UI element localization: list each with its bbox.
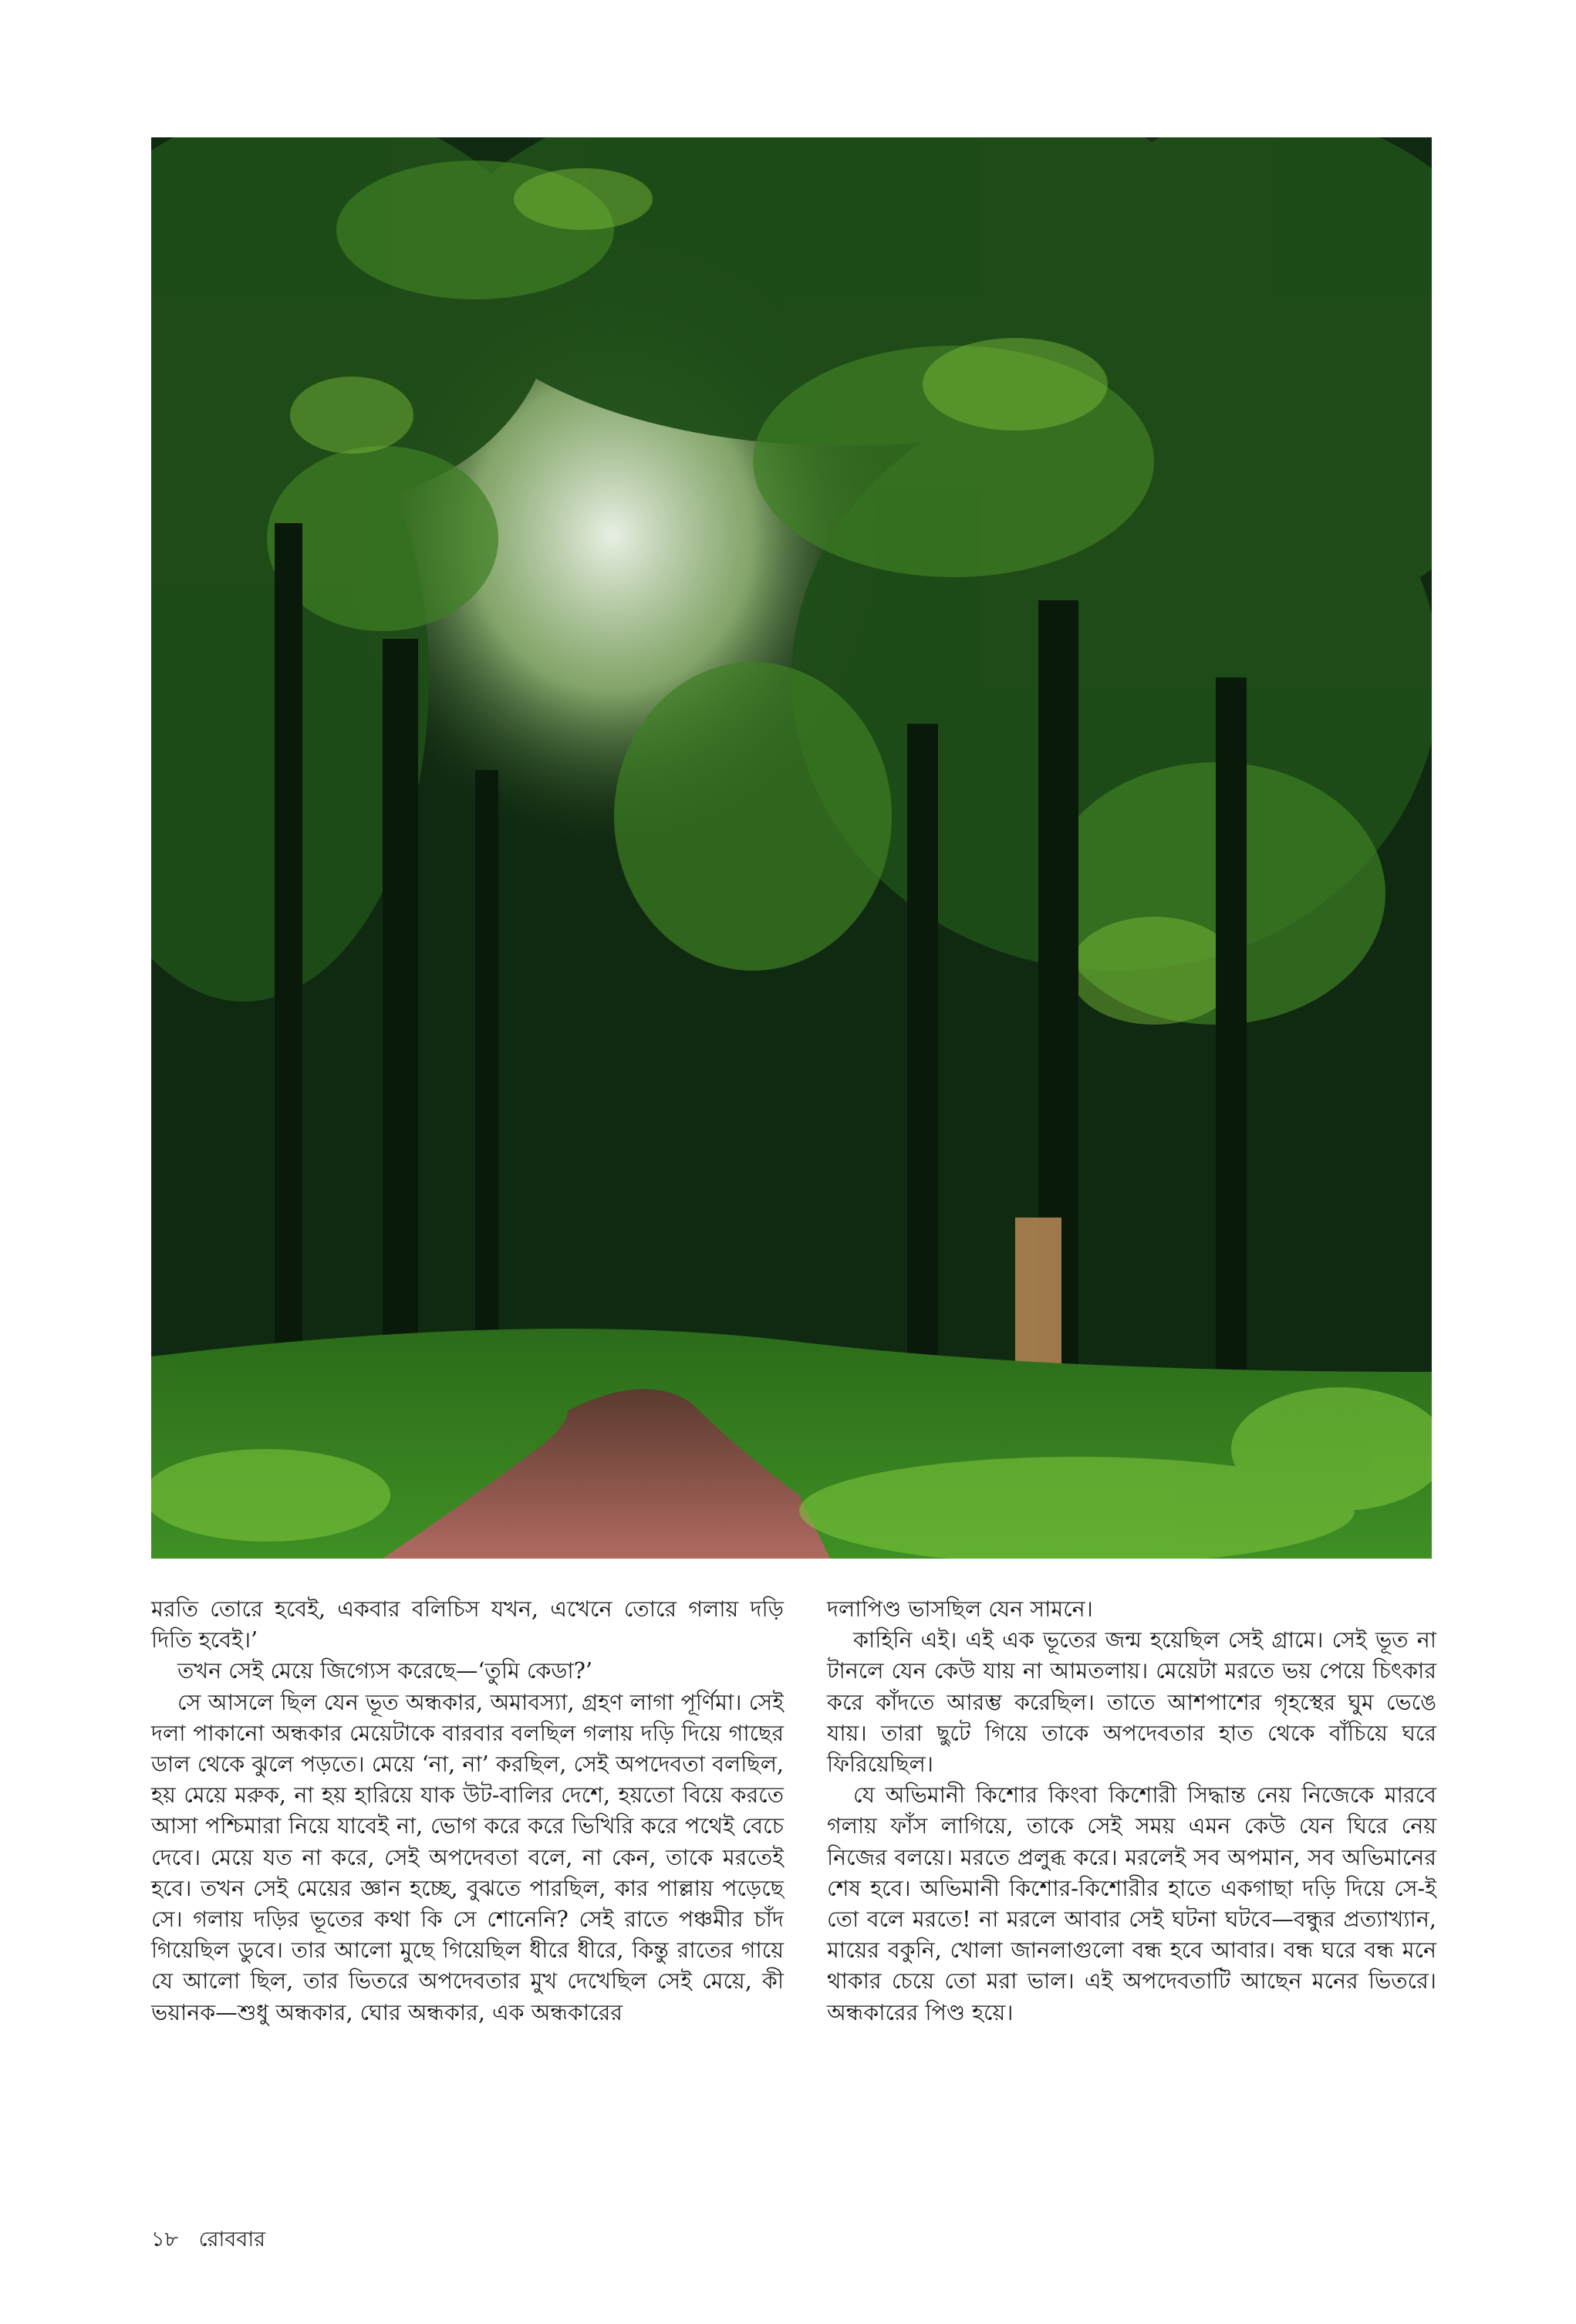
paragraph: যে অভিমানী কিশোর কিংবা কিশোরী সিদ্ধান্ত নেয় নিজেকে মারবে গলায় ফাঁস লাগিয়ে, তাকে সেই সময় এমন কেউ যেন ঘিরে নেয় নিজের বলয়ে। মরতে প্রলুব্ধ করে। মরলেই সব অপমান, সব অভিমানের শেষ হবে। অভিমানী কিশোর-কিশোরীর হাতে একগাছা দড়ি দিয়ে সে-ই তো বলে মরতে! না মরলে আবার সেই ঘটনা ঘটবে—বন্ধুর প্রত্যাখ্যান, মায়ের বকুনি, খোলা জানলাগুলো বন্ধ হবে আবার। বন্ধ ঘরে বন্ধ মনে থাকার চেয়ে তো মরা ভাল। এই অপদেবতাটি আছেন মনের ভিতরে। অন্ধকারের পিণ্ড হয়ে।	[827, 1782, 1436, 2025]
paragraph: তখন সেই মেয়ে জিগ্যেস করেছে—‘তুমি কেডা?’	[177, 1658, 592, 1684]
paragraph: মরতি তোরে হবেই, একবার বলিচিস যখন, এখেনে তোরে গলায় দড়ি দিতি হবেই।’	[151, 1596, 784, 1653]
paragraph: দলাপিণ্ড ভাসছিল যেন সামনে।	[827, 1596, 1093, 1622]
forest-path-photo	[151, 137, 1432, 1559]
forest-path-illustration	[151, 137, 1432, 1559]
page-footer	[151, 2224, 279, 2258]
publication-name: রোববার	[198, 2228, 266, 2251]
page-number: ১৮	[151, 2228, 179, 2251]
paragraph: কাহিনি এই। এই এক ভূতের জন্ম হয়েছিল সেই গ্রামে। সেই ভূত না টানলে যেন কেউ যায় না আমতলায়। মেয়েটা মরতে ভয় পেয়ে চিৎকার করে কাঁদতে আরম্ভ করেছিল। তাতে আশপাশের গৃহস্থের ঘুম ভেঙে যায়। তারা ছুটে গিয়ে তাকে অপদেবতার হাত থেকে বাঁচিয়ে ঘরে ফিরিয়েছিল।	[827, 1627, 1436, 1778]
article-column-right	[827, 1594, 1436, 2028]
paragraph: সে আসলে ছিল যেন ভূত অন্ধকার, অমাবস্যা, গ্রহণ লাগা পূর্ণিমা। সেই দলা পাকানো অন্ধকার মেয়েটাকে বারবার বলছিল গলায় দড়ি দিয়ে গাছের ডাল থেকে ঝুলে পড়তে। মেয়ে ‘না, না’ করছিল, সেই অপদেবতা বলছিল, হয় মেয়ে মরুক, না হয় হারিয়ে যাক উট-বালির দেশে, হয়তো বিয়ে করতে আসা পশ্চিমারা নিয়ে যাবেই না, ভোগ করে করে ভিখিরি করে পথেই বেচে দেবে। মেয়ে যত না করে, সেই অপদেবতা বলে, না কেন, তাকে মরতেই হবে। তখন সেই মেয়ের জ্ঞান হচ্ছে, বুঝতে পারছিল, কার পাল্লায় পড়েছে সে। গলায় দড়ির ভূতের কথা কি সে শোনেনি? সেই রাতে পঞ্চমীর চাঁদ গিয়েছিল ডুবে। তার আলো মুছে গিয়েছিল ধীরে ধীরে, কিন্তু রাতের গায়ে যে আলো ছিল, তার ভিতরে অপদেবতার মুখ দেখেছিল সেই মেয়ে, কী ভয়ানক—শুধু অন্ধকার, ঘোর অন্ধকার, এক অন্ধকারের	[151, 1689, 784, 2025]
article-column-left	[151, 1594, 784, 2028]
